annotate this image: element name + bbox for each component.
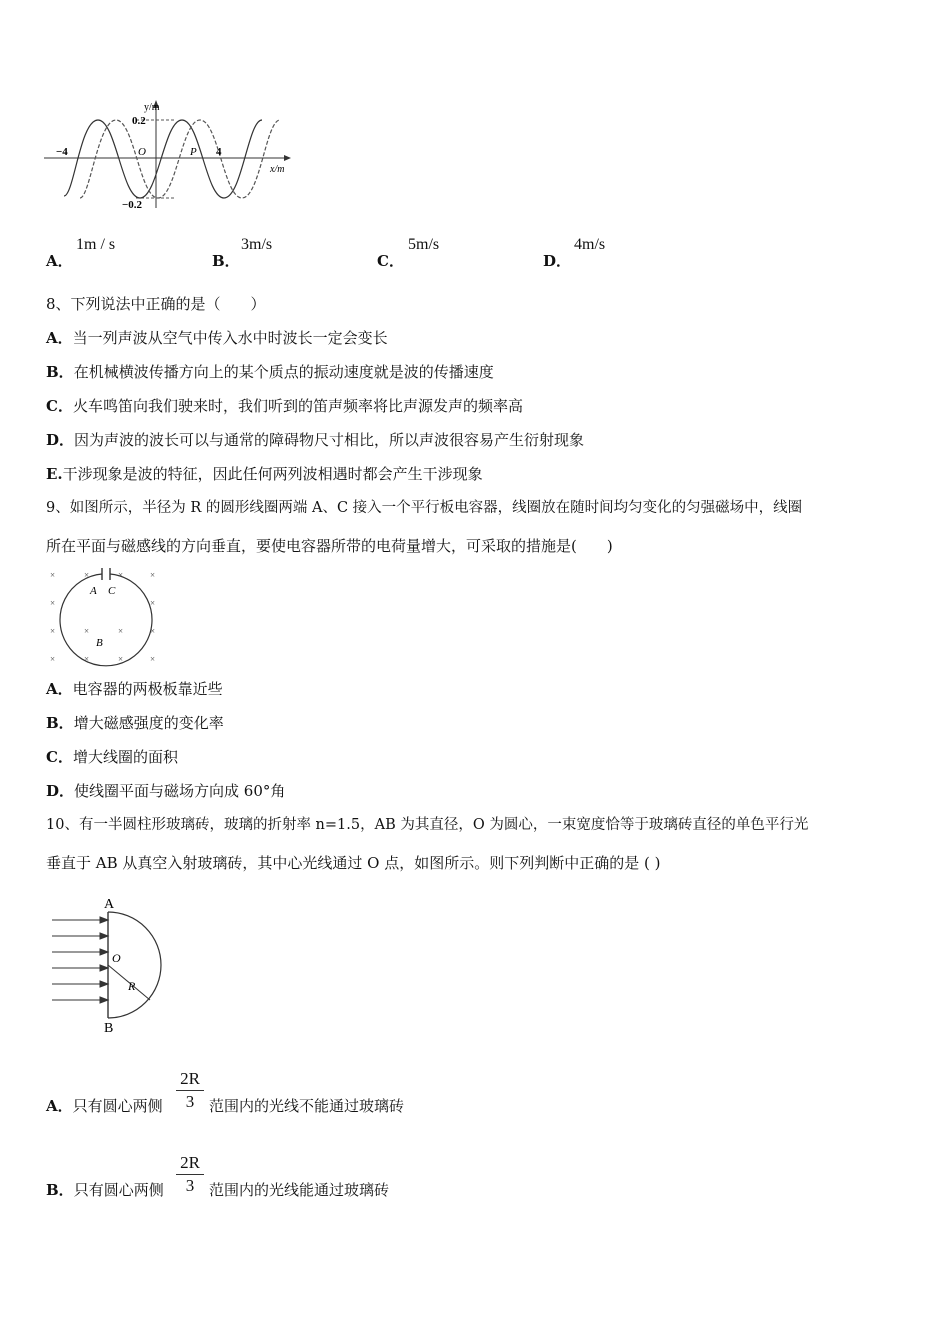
q8-option-d-text: 因为声波的波长可以与通常的障碍物尺寸相比，所以声波很容易产生衍射现象 [74, 431, 585, 449]
x-neg-label: −4 [56, 146, 68, 158]
svg-text:×: × [84, 570, 90, 580]
svg-text:×: × [50, 598, 56, 608]
q8-option-e-label: E. [46, 465, 63, 483]
y-axis-label: y/m [144, 102, 160, 113]
glass-label-r: R [128, 979, 136, 993]
y-min-label: −0.2 [122, 199, 143, 211]
q8-option-a-text: 当一列声波从空气中传入水中时波长一定会变长 [72, 329, 388, 347]
svg-text:×: × [84, 626, 90, 636]
semicircle-arc [108, 912, 161, 1018]
q10-option-b-label: B． [46, 1181, 74, 1199]
q7-option-b-value: 3m/s [241, 236, 273, 253]
svg-text:×: × [50, 626, 56, 636]
svg-text:×: × [118, 570, 124, 580]
q9-option-a-text: 电容器的两极板靠近些 [72, 680, 223, 698]
q8-stem: 8、下列说法中正确的是（ ） [46, 295, 266, 313]
q10-option-b-fraction [176, 1152, 204, 1197]
q8-option-b [46, 362, 494, 382]
q8-option-a [46, 328, 388, 348]
svg-text:×: × [118, 626, 124, 636]
svg-text:×: × [150, 598, 156, 608]
q7-option-c-value: 5m/s [408, 236, 440, 253]
q10-stem-line2: 垂直于 AB 从真空入射玻璃砖，其中心光线通过 O 点，如图所示。则下列判断中正确的是 ( ) [46, 854, 661, 872]
svg-text:×: × [118, 654, 124, 664]
q9-option-b-label: B． [46, 714, 74, 732]
svg-text:×: × [150, 654, 156, 664]
point-p-label: P [190, 146, 197, 158]
svg-text:×: × [84, 654, 90, 664]
x-pos-label: 4 [216, 146, 222, 158]
q9-option-d [46, 781, 285, 801]
wave-graph [40, 96, 300, 216]
q9-option-a [46, 679, 223, 699]
q10-option-a-frac-den: 3 [185, 1092, 195, 1111]
q10-option-a-frac-num: 2R [176, 1068, 204, 1091]
q8-option-d-label: D． [46, 431, 75, 449]
q8-option-e-text: 干涉现象是波的特征，因此任何两列波相遇时都会产生干涉现象 [62, 465, 483, 483]
q9-option-d-label: D． [46, 782, 75, 800]
q9-option-c-label: C． [46, 748, 73, 766]
q10-option-a-prefix: 只有圆心两侧 [72, 1097, 163, 1115]
q9-option-c-text: 增大线圈的面积 [72, 748, 178, 766]
q9-option-c [46, 747, 178, 767]
q7-option-a-label: A． [46, 252, 73, 270]
q10-option-b-frac-den: 3 [185, 1176, 195, 1195]
q10-option-b [46, 1180, 164, 1200]
origin-label: O [138, 146, 146, 158]
q7-option-d-label: D． [543, 252, 572, 270]
q7-option-b-label: B． [212, 252, 240, 270]
q8-option-c [46, 396, 523, 416]
q9-option-a-label: A． [46, 680, 73, 698]
x-axis-label: x/m [270, 164, 285, 175]
q10-option-a-fraction [176, 1068, 204, 1113]
q9-stem-line1: 9、如图所示，半径为 R 的圆形线圈两端 A、C 接入一个平行板电容器，线圈放在随时间均匀变化的匀强磁场中，线圈 [46, 500, 803, 516]
q10-option-b-suffix: 范围内的光线能通过玻璃砖 [209, 1181, 390, 1199]
q7-option-d-value: 4m/s [574, 236, 606, 253]
q8-option-e [46, 464, 483, 484]
svg-text:×: × [50, 570, 56, 580]
half-cylinder-figure [46, 892, 176, 1038]
glass-label-a: A [104, 897, 115, 912]
q10-option-b-prefix: 只有圆心两侧 [73, 1181, 164, 1199]
coil-label-a: A [90, 585, 97, 597]
q9-stem-line2: 所在平面与磁感线的方向垂直，要使电容器所带的电荷量增大，可采取的措施是( ) [46, 537, 613, 555]
q9-option-b [46, 713, 224, 733]
q8-option-b-text: 在机械横波传播方向上的某个质点的振动速度就是波的传播速度 [73, 363, 494, 381]
y-max-label: 0.2 [132, 115, 146, 127]
q8-option-a-label: A． [46, 329, 73, 347]
coil-circle [60, 574, 152, 666]
glass-label-b: B [104, 1021, 114, 1036]
q10-option-a-suffix: 范围内的光线不能通过玻璃砖 [209, 1097, 405, 1115]
q10-option-a [46, 1096, 163, 1116]
coil-label-c: C [108, 585, 116, 597]
magnetic-field-crosses [50, 570, 155, 664]
q9-option-d-text: 使线圈平面与磁场方向成 60°角 [74, 782, 286, 800]
q10-option-a-label: A． [46, 1097, 73, 1115]
svg-text:×: × [150, 626, 156, 636]
incident-light-rays [52, 917, 108, 1003]
wave-solid-curve [64, 120, 262, 198]
glass-label-o: O [112, 951, 121, 965]
q8-option-c-text: 火车鸣笛向我们驶来时，我们听到的笛声频率将比声源发声的频率高 [72, 397, 523, 415]
q7-option-c-label: C． [377, 252, 404, 270]
svg-text:×: × [50, 654, 56, 664]
coil-label-b: B [96, 637, 103, 649]
q8-option-c-label: C． [46, 397, 73, 415]
x-axis-arrow [284, 155, 291, 161]
q10-option-b-frac-num: 2R [176, 1152, 204, 1175]
q8-option-d [46, 430, 584, 450]
q9-option-b-text: 增大磁感强度的变化率 [73, 714, 224, 732]
q7-option-a-value: 1m / s [76, 236, 116, 253]
q10-stem-line1: 10、有一半圆柱形玻璃砖，玻璃的折射率 n=1.5，AB 为其直径，O 为圆心，一束宽度恰等于玻璃砖直径的单色平行光 [46, 817, 809, 833]
coil-figure [44, 566, 164, 668]
q8-option-b-label: B． [46, 363, 74, 381]
svg-text:×: × [150, 570, 156, 580]
